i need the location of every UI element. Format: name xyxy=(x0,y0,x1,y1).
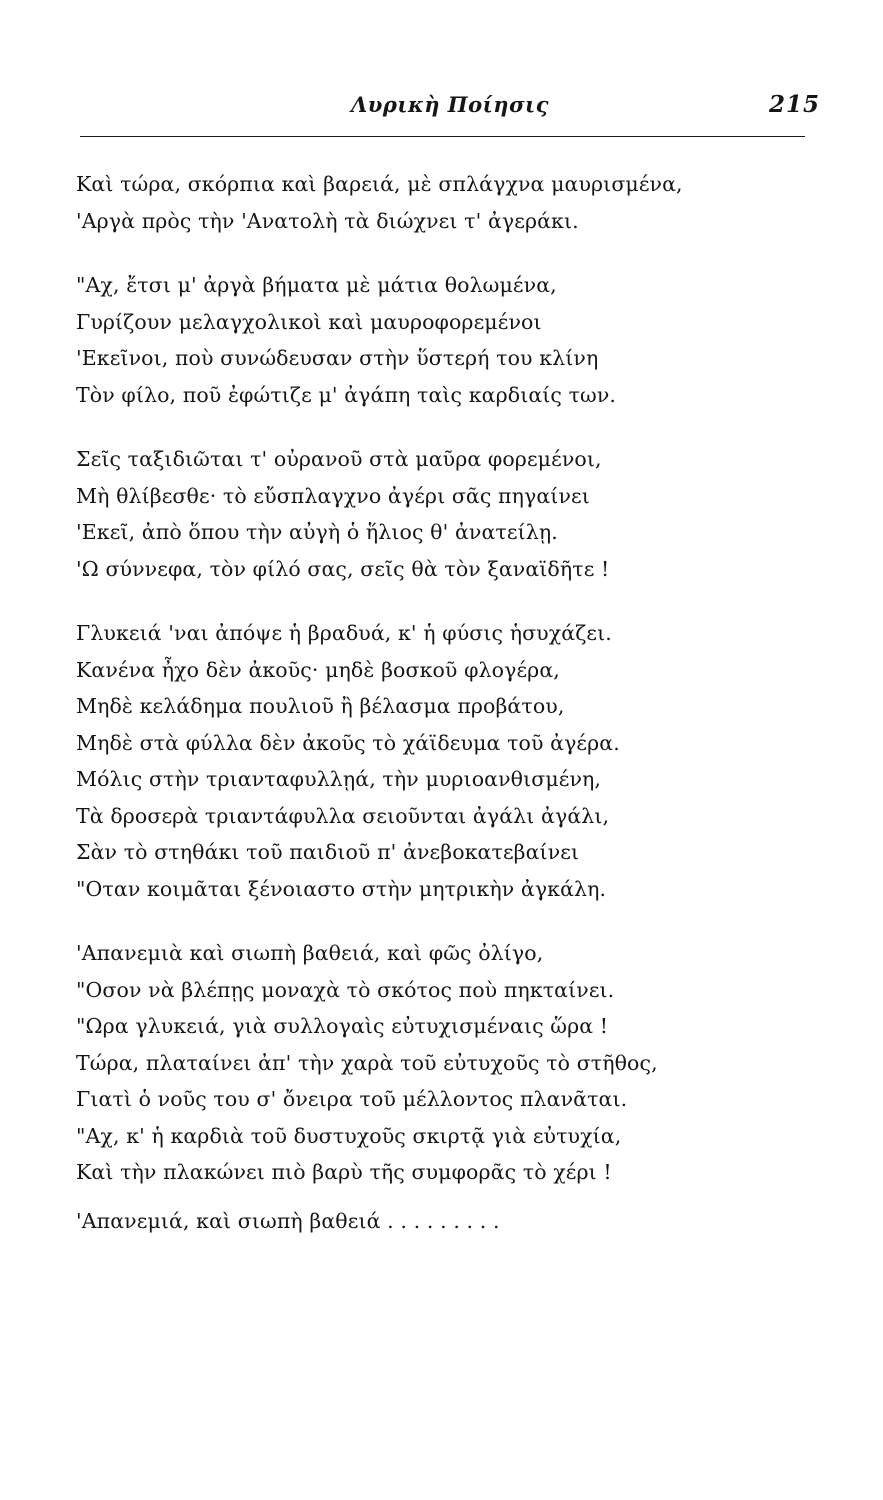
poem-line: 'Αργὰ πρὸς τὴν 'Ανατολὴ τὰ διώχνει τ' ἀγεράκι. xyxy=(76,208,579,233)
poem-line: 'Απανεμιά, καὶ σιωπὴ βαθειά . . . . . . . . . xyxy=(76,1208,500,1233)
poem-line: Τὰ δροσερὰ τριαντάφυλλα σειοῦνται ἀγάλι ἀγάλι, xyxy=(76,803,610,828)
poem-line: "Αχ, κ' ἡ καρδιὰ τοῦ δυστυχοῦς σκιρτᾷ γιὰ εὐτυχία, xyxy=(76,1123,622,1148)
poem-line: Μηδὲ στὰ φύλλα δὲν ἀκοῦς τὸ χάϊδευμα τοῦ ἀγέρα. xyxy=(76,730,620,755)
page-header xyxy=(80,92,820,132)
poem-line: Μηδὲ κελάδημα πουλιοῦ ἢ βέλασμα προβάτου, xyxy=(76,694,565,718)
poem-line: Κανένα ἦχο δὲν ἀκοῦς· μηδὲ βοσκοῦ φλογέρα, xyxy=(76,657,560,682)
poem-line: "Αχ, ἔτσι μ' ἀργὰ βήματα μὲ μάτια θολωμένα, xyxy=(76,273,557,297)
stanza-4 xyxy=(76,615,796,907)
poem-line: Γυρίζουν μελαγχολικοὶ καὶ μαυροφορεμένοι xyxy=(76,309,542,334)
poem-body xyxy=(76,166,796,1239)
poem-line: Γλυκειά 'ναι ἀπόψε ἡ βραδυά, κ' ἡ φύσις ἡσυχάζει. xyxy=(76,621,612,645)
poem-line: "Οσον νὰ βλέπῃς μοναχὰ τὸ σκότος ποὺ πηκταίνει. xyxy=(76,977,615,1002)
poem-line: Σεῖς ταξιδιῶται τ' οὐρανοῦ στὰ μαῦρα φορεμένοι, xyxy=(76,447,602,471)
stanza-2 xyxy=(76,267,796,413)
header-rule xyxy=(80,136,805,137)
page-number: 215 xyxy=(768,91,820,118)
poem-line: Μόλις στὴν τριανταφυλλῃά, τὴν μυριοανθισμένη, xyxy=(76,767,602,791)
poem-line: 'Απανεμιὰ καὶ σιωπὴ βαθειά, καὶ φῶς ὀλίγο, xyxy=(76,941,544,965)
poem-line: "Οταν κοιμᾶται ξένοιαστο στὴν μητρικὴν ἀγκάλη. xyxy=(76,876,607,901)
poem-line: Τώρα, πλαταίνει ἀπ' τὴν χαρὰ τοῦ εὐτυχοῦς τὸ στῆθος, xyxy=(76,1050,658,1075)
poem-line: 'Ω σύννεφα, τὸν φίλό σας, σεῖς θὰ τὸν ξαναϊδῆτε ! xyxy=(76,556,610,581)
stanza-6 xyxy=(76,1203,796,1240)
running-title: Λυρικὴ Ποίησις xyxy=(350,92,550,117)
poem-line: Καὶ τώρα, σκόρπια καὶ βαρειά, μὲ σπλάγχνα μαυρισμένα, xyxy=(76,172,683,196)
poem-line: 'Εκεῖ, ἀπὸ ὅπου τὴν αὐγὴ ὁ ἥλιος θ' ἀνατείλῃ. xyxy=(76,520,558,544)
poem-line: Τὸν φίλο, ποῦ ἐφώτιζε μ' ἀγάπη ταὶς καρδιαίς των. xyxy=(76,382,617,407)
poem-line: Γιατὶ ὁ νοῦς του σ' ὄνειρα τοῦ μέλλοντος πλανᾶται. xyxy=(76,1087,628,1111)
poem-line: "Ωρα γλυκειά, γιὰ συλλογαὶς εὐτυχισμέναις ὥρα ! xyxy=(76,1014,609,1038)
poem-line: 'Εκεῖνοι, ποὺ συνώδευσαν στὴν ὕστερή του κλίνη xyxy=(76,346,599,370)
poem-line: Μὴ θλίβεσθε· τὸ εὔσπλαγχνο ἀγέρι σᾶς πηγαίνει xyxy=(76,483,590,508)
stanza-5 xyxy=(76,935,796,1191)
poem-line: Καὶ τὴν πλακώνει πιὸ βαρὺ τῆς συμφορᾶς τὸ χέρι ! xyxy=(76,1160,612,1184)
stanza-1 xyxy=(76,166,796,239)
stanza-3 xyxy=(76,441,796,587)
poem-line: Σὰν τὸ στηθάκι τοῦ παιδιοῦ π' ἀνεβοκατεβαίνει xyxy=(76,840,580,864)
